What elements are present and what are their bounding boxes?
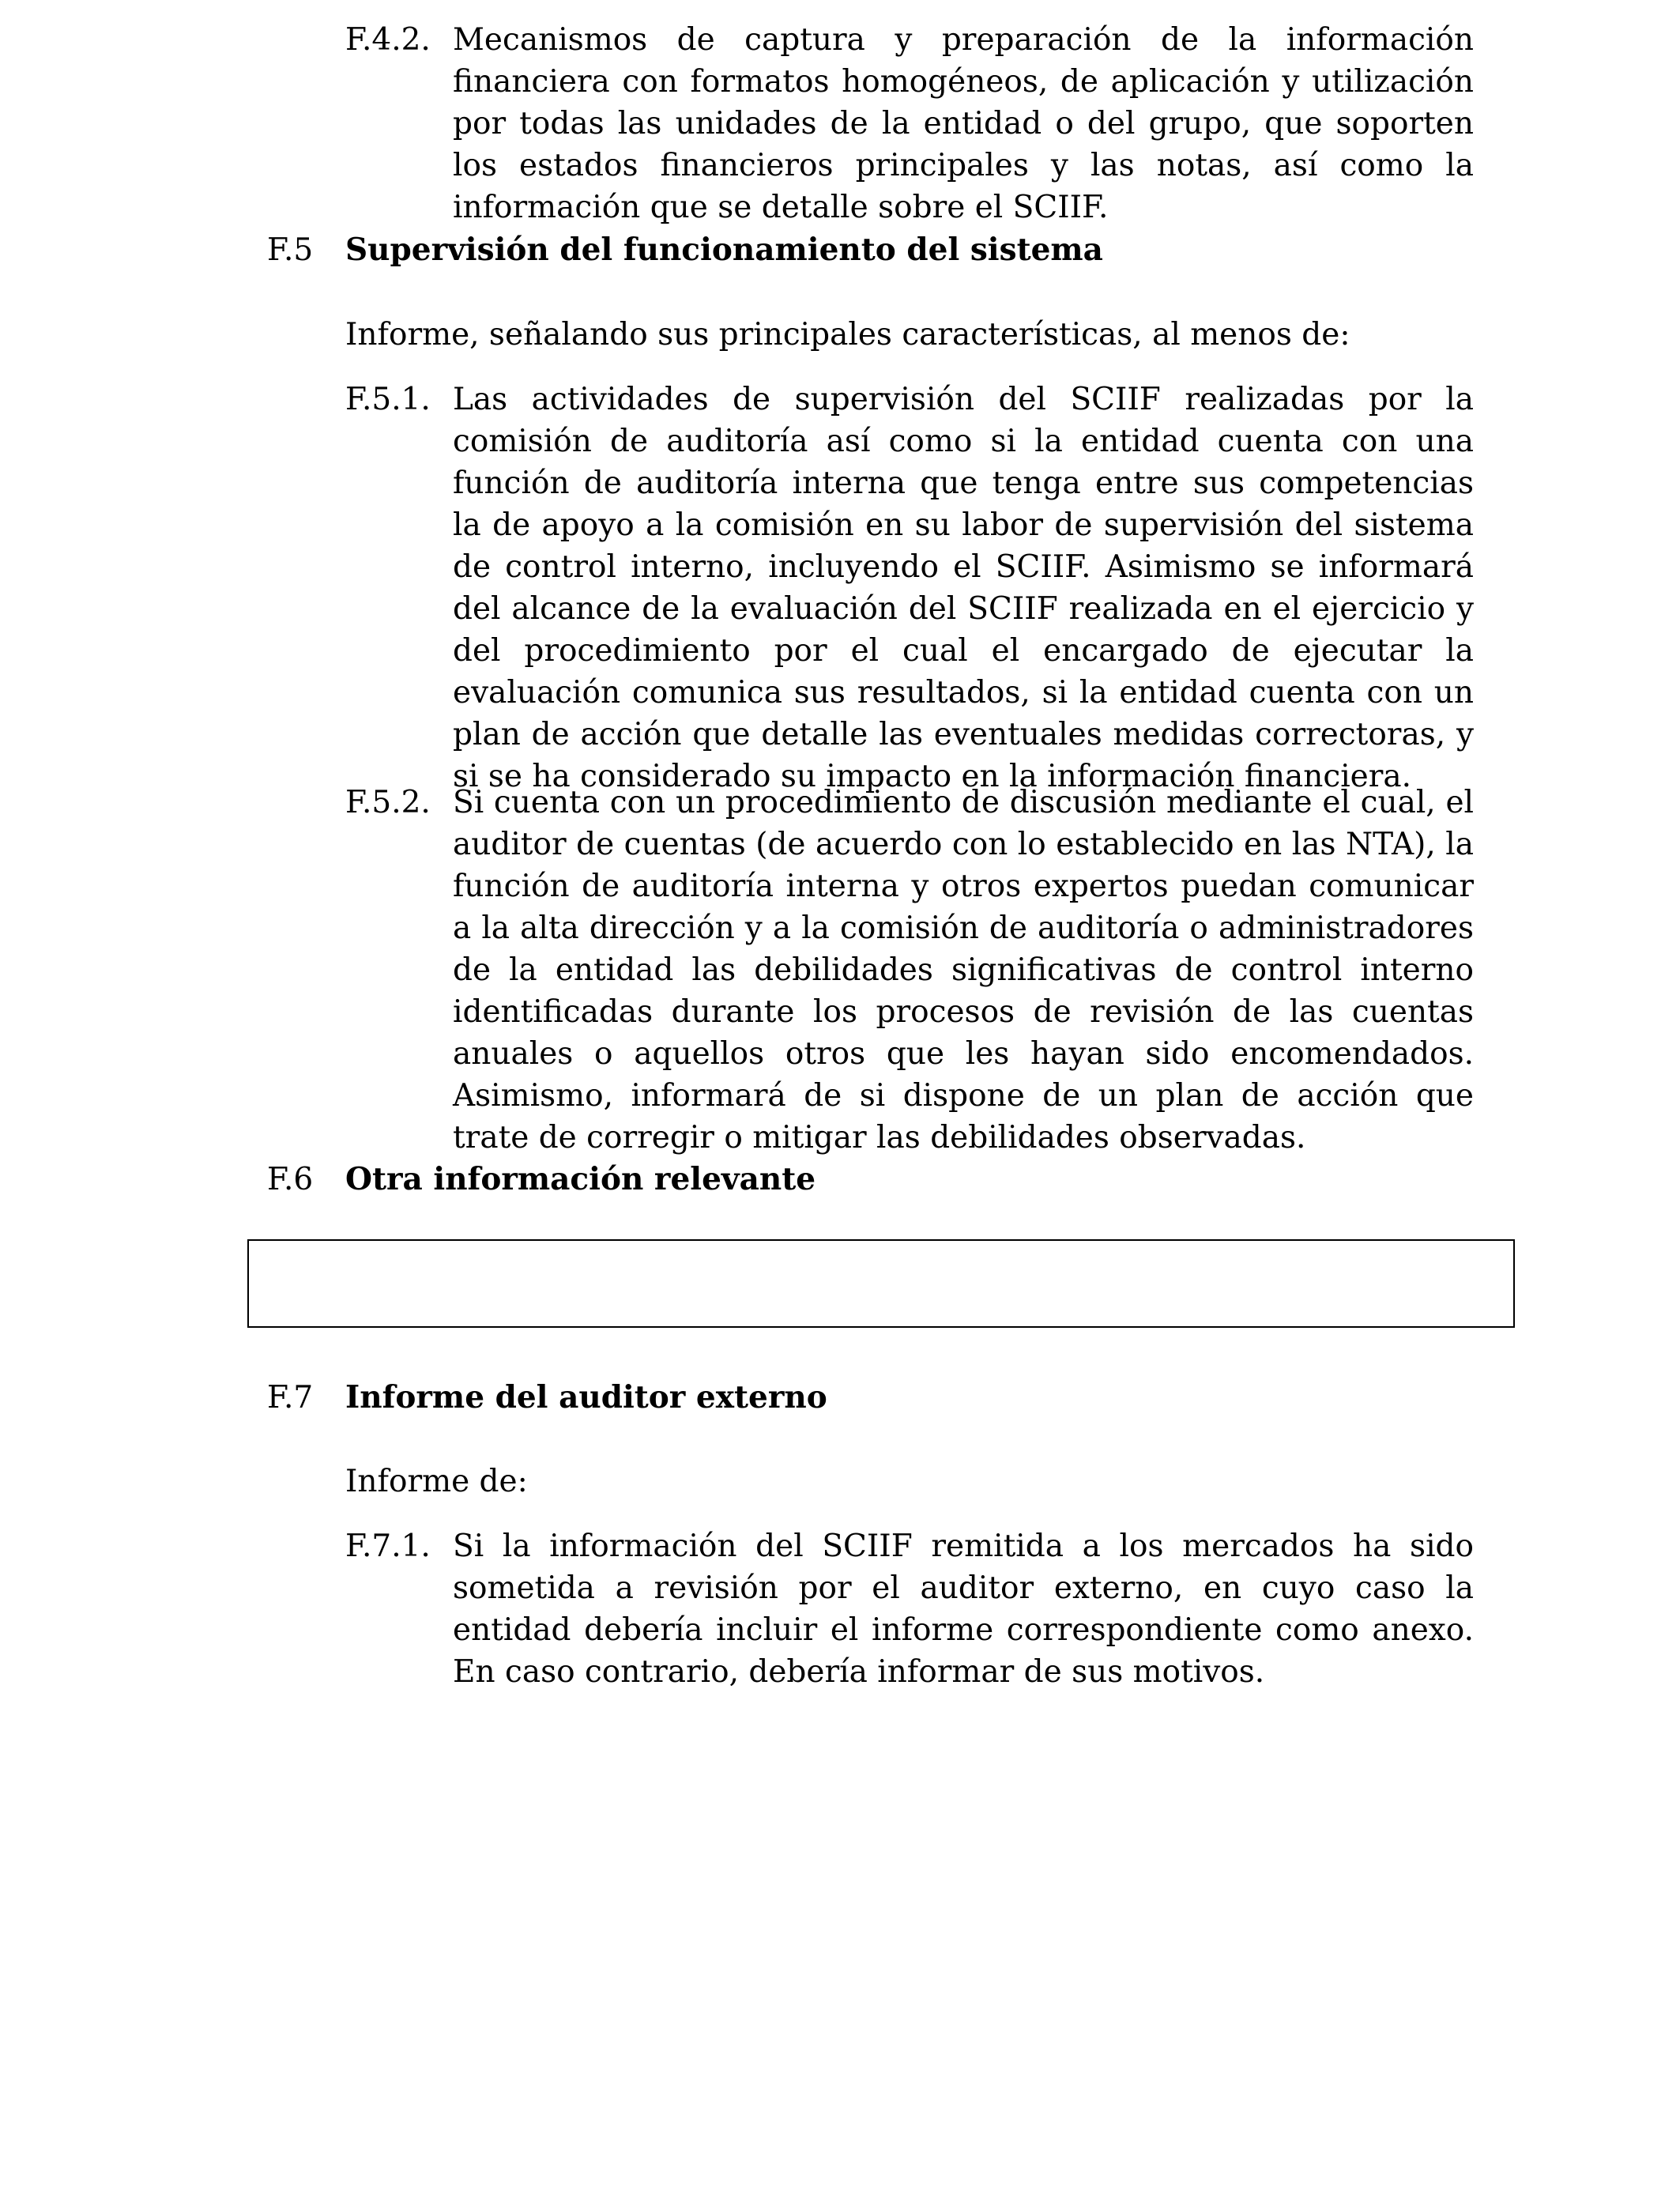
item-text: Si cuenta con un procedimiento de discusión mediante el cual, el auditor de cuentas (de acuerdo con lo establecido en las NTA), la función de auditoría interna y otros expertos puedan comunicar a la alta dirección y a la comisión de auditoría o administradores de la entidad las debilidades significativas de control interno identificadas durante los procesos de revisión de las cuentas anuales o aquellos otros que les hayan sido encomendados. Asimismo, informará de si dispone de un plan de acción que trate de corregir o mitigar las debilidades observadas. [453, 785, 1474, 1155]
section-heading-f-6 [267, 1159, 816, 1201]
item-number: F.5.1. [345, 382, 431, 417]
item-f-5-2 [345, 782, 1474, 1159]
section-number: F.5 [267, 232, 314, 268]
section-heading-f-5 [267, 229, 1103, 271]
section-title: Informe del auditor externo [345, 1379, 827, 1416]
other-information-box[interactable] [247, 1239, 1515, 1328]
section-title: Supervisión del funcionamiento del sistema [345, 232, 1103, 268]
item-text: Mecanismos de captura y preparación de la información financiera con formatos homogéneos, de aplicación y utilización por todas las unidades de la entidad o del grupo, que soporten los estados financieros principales y las notas, así como la información que se detalle sobre el SCIIF. [453, 22, 1474, 225]
item-f-4-2 [345, 19, 1474, 228]
section-number: F.7 [267, 1380, 314, 1416]
item-text: Las actividades de supervisión del SCIIF realizadas por la comisión de auditoría así como si la entidad cuenta con una función de auditoría interna que tenga entre sus competencias la de apoyo a la comisión en su labor de supervisión del sistema de control interno, incluyendo el SCIIF. Asimismo se informará del alcance de la evaluación del SCIIF realizada en el ejercicio y del procedimiento por el cual el encargado de ejecutar la evaluación comunica sus resultados, si la entidad cuenta con un plan de acción que detalle las eventuales medidas correctoras, y si se ha considerado su impacto en la información financiera. [453, 382, 1474, 794]
item-number: F.7.1. [345, 1529, 431, 1564]
section-intro-f-5: Informe, señalando sus principales características, al menos de: [345, 317, 1350, 352]
item-f-7-1 [345, 1525, 1474, 1693]
item-number: F.5.2. [345, 785, 431, 820]
item-f-5-1 [345, 379, 1474, 797]
section-number: F.6 [267, 1162, 314, 1197]
item-number: F.4.2. [345, 22, 431, 58]
section-intro-f-7: Informe de: [345, 1464, 528, 1499]
section-title: Otra información relevante [345, 1161, 816, 1197]
item-text: Si la información del SCIIF remitida a los mercados ha sido sometida a revisión por el auditor externo, en cuyo caso la entidad debería incluir el informe correspondiente como anexo. En caso contrario, debería informar de sus motivos. [453, 1529, 1474, 1690]
section-heading-f-7 [267, 1377, 827, 1419]
